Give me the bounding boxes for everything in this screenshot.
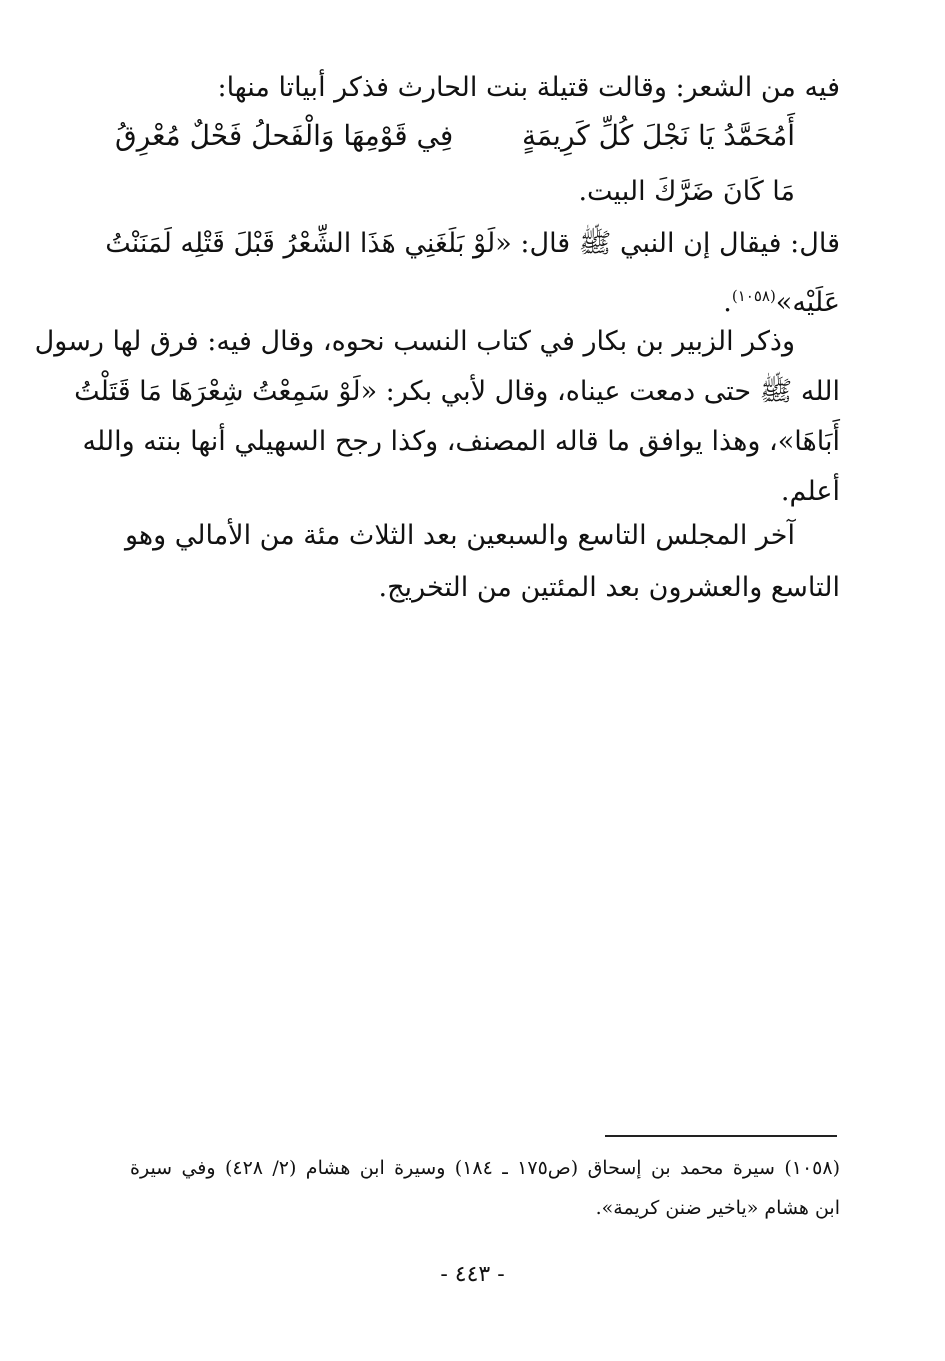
page-number: - ٤٤٣ - (440, 1262, 505, 1287)
verse-continuation: مَا كَانَ ضَرَّكَ البيت. (578, 176, 795, 207)
para2-line2: الله ﷺ حتى دمعت عيناه، وقال لأبي بكر: «لَوْ سَمِعْتُ شِعْرَهَا مَا قَتَلْتُ (74, 376, 840, 407)
para1-line1: قال: فيقال إن النبي ﷺ قال: «لَوْ بَلَغَنِي هَذَا الشِّعْرُ قَبْلَ قَتْلِه لَمَنَنْتُ (105, 228, 840, 259)
para2-line1: وذكر الزبير بن بكار في كتاب النسب نحوه، وقال فيه: فرق لها رسول (34, 326, 795, 357)
para3-line2: التاسع والعشرون بعد المئتين من التخريج. (378, 572, 840, 603)
footnote-line1: (١٠٥٨) سيرة محمد بن إسحاق (ص١٧٥ ـ ١٨٤) وسيرة ابن هشام (٢/ ٤٢٨) وفي سيرة (130, 1157, 840, 1179)
footnote-reference: (١٠٥٨) (731, 287, 776, 305)
footnote-line2: ابن هشام «ياخير ضنن كريمة». (595, 1197, 840, 1219)
intro-line: فيه من الشعر: وقالت قتيلة بنت الحارث فذكر أبياتا منها: (217, 72, 840, 103)
verse-first-hemistich: أَمُحَمَّدُ يَا نَجْلَ كُلِّ كَرِيمَةٍ (521, 119, 795, 152)
verse-second-hemistich: فِي قَوْمِهَا وَالْفَحلُ فَحْلٌ مُعْرِقُ (115, 119, 454, 152)
para2-line3: أَبَاهَا»، وهذا يوافق ما قاله المصنف، وكذا رجح السهيلي أنها بنته والله (82, 426, 840, 457)
para1-period: . (723, 287, 732, 318)
footnote-separator (605, 1135, 837, 1137)
para2-line4: أعلم. (780, 476, 840, 507)
para1-line2 (130, 276, 840, 323)
para3-line1: آخر المجلس التاسع والسبعين بعد الثلاث مئة من الأمالي وهو (124, 520, 795, 551)
para1-quote-end: عَلَيْه» (775, 287, 840, 318)
